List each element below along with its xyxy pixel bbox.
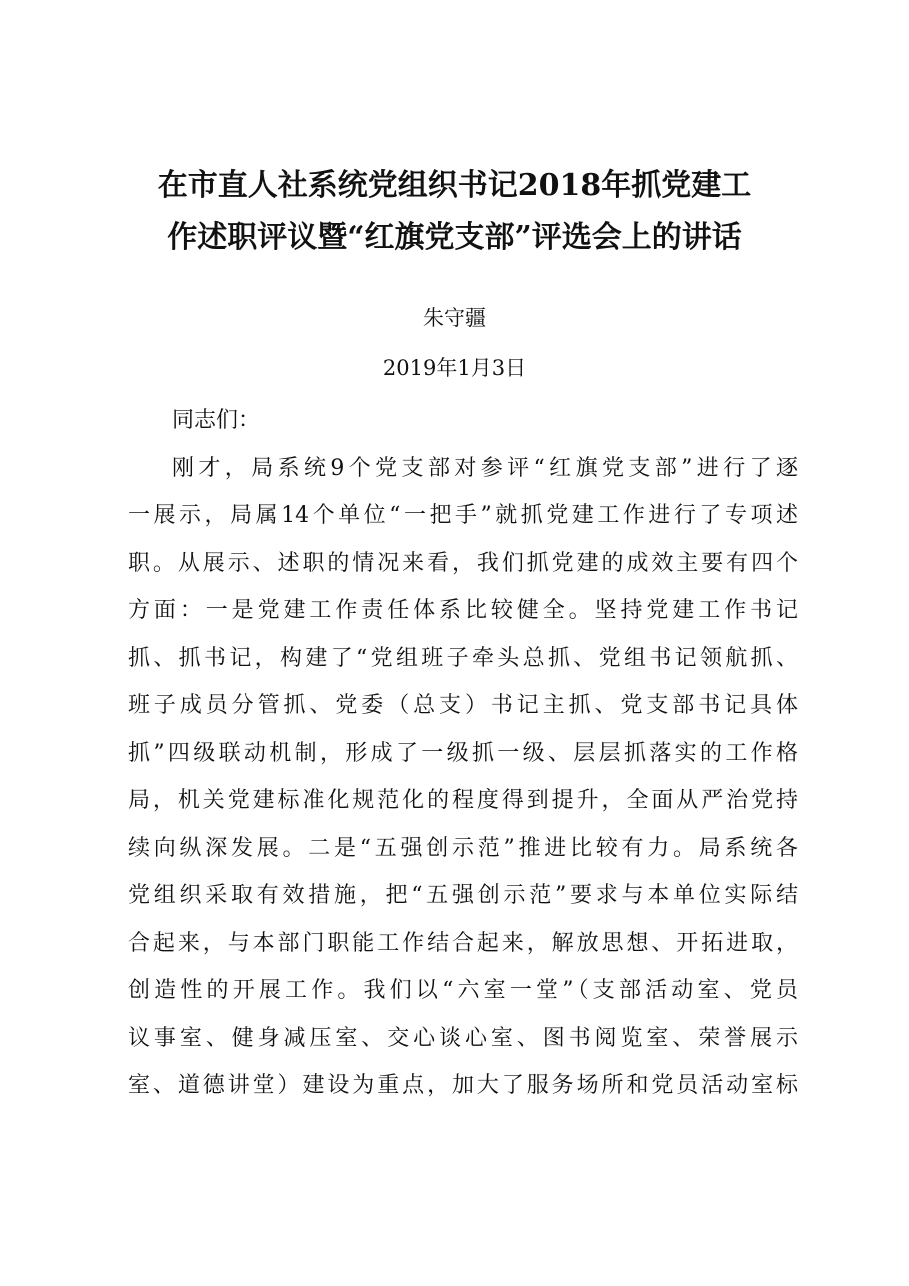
paragraph-line: 方面：一是党建工作责任体系比较健全。坚持党建工作书记 — [128, 598, 798, 623]
paragraph-line: 一展示，局属14个单位“一把手”就抓党建工作进行了专项述 — [128, 503, 798, 528]
paragraph-line: 抓”四级联动机制，形成了一级抓一级、层层抓落实的工作格 — [128, 740, 798, 766]
paragraph-line: 班子成员分管抓、党委（总支）书记主抓、党支部书记具体 — [128, 693, 798, 718]
speech-body — [128, 397, 798, 1110]
title-line: 在市直人社系统党组织书记2018年抓党建工 — [157, 168, 752, 203]
speech-date: 2019年1月3日 — [382, 356, 527, 380]
paragraph-line: 抓、抓书记，构建了“党组班子牵头总抓、党组书记领航抓、 — [128, 645, 798, 671]
paragraph-line: 刚才，局系统9个党支部对参评“红旗党支部”进行了逐 — [172, 455, 798, 481]
paragraph-line: 局，机关党建标准化规范化的程度得到提升，全面从严治党持 — [128, 788, 798, 813]
paragraph-line: 室、道德讲堂）建设为重点，加大了服务场所和党员活动室标 — [128, 1073, 798, 1098]
paragraph-line: 议事室、健身减压室、交心谈心室、图书阅览室、荣誉展示 — [128, 1025, 798, 1051]
paragraph-line: 职。从展示、述职的情况来看，我们抓党建的成效主要有四个 — [128, 550, 798, 576]
author-name: 朱守疆 — [423, 306, 486, 330]
paragraph-line: 党组织采取有效措施，把“五强创示范”要求与本单位实际结 — [128, 883, 798, 908]
title-line: 作述职评议暨“红旗党支部”评选会上的讲话 — [167, 220, 742, 255]
paragraph-line: 合起来，与本部门职能工作结合起来，解放思想、开拓进取， — [128, 930, 798, 956]
document-title — [110, 160, 799, 264]
paragraph-line: 创造性的开展工作。我们以“六室一堂”（支部活动室、党员 — [128, 978, 798, 1003]
salutation: 同志们： — [172, 408, 261, 433]
paragraph-line: 续向纵深发展。二是“五强创示范”推进比较有力。局系统各 — [128, 835, 798, 861]
